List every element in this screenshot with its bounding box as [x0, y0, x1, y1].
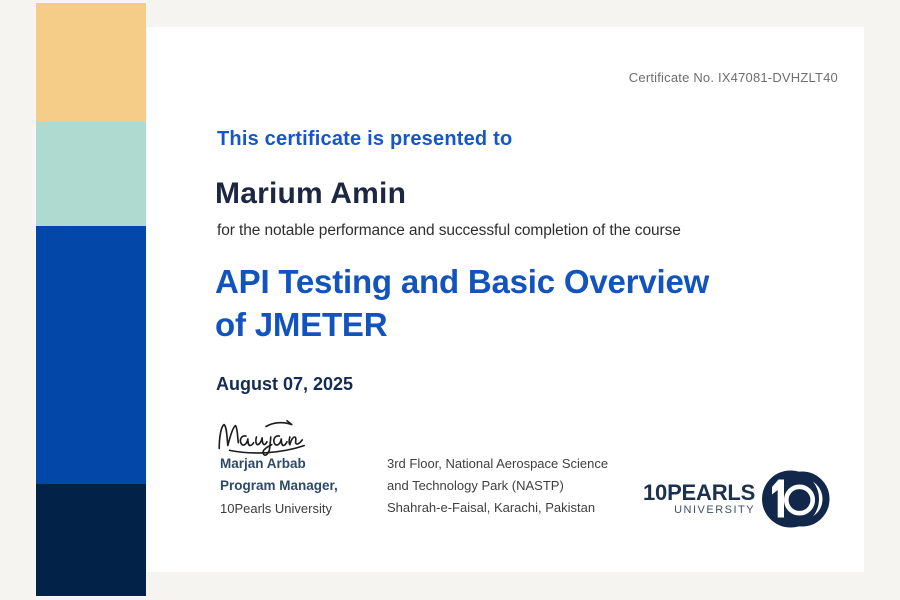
certificate-number: Certificate No. IX47081-DVHZLT40 [628, 70, 838, 85]
recipient-name: Marium Amin [215, 177, 407, 210]
signer-name: Marjan Arbab [220, 456, 306, 471]
address-line-2: and Technology Park (NASTP) [387, 478, 564, 493]
course-title [215, 260, 835, 346]
course-title-line-1: API Testing and Basic Overview [215, 263, 710, 300]
signer-block [220, 453, 338, 520]
course-title-line-2: of JMETER [215, 306, 388, 343]
signer-role: Program Manager, [220, 478, 338, 493]
address-line-3: Shahrah-e-Faisal, Karachi, Pakistan [387, 500, 596, 515]
logo-subtext: UNIVERSITY [674, 504, 756, 516]
signer-organization: 10Pearls University [220, 501, 332, 516]
ten-pearls-circle-icon [762, 469, 834, 529]
logo-wordmark: 10PEARLS [643, 480, 756, 505]
decor-bar [35, 2, 147, 597]
logo-text [643, 481, 755, 517]
issuer-address [387, 453, 608, 519]
certificate-card [147, 27, 864, 572]
signature-image [216, 416, 316, 458]
issue-date: August 07, 2025 [216, 374, 354, 394]
address-line-1: 3rd Floor, National Aerospace Science [387, 456, 609, 471]
course-description: for the notable performance and successful completion of the course [217, 222, 681, 239]
presented-to-label: This certificate is presented to [217, 128, 513, 150]
bar-segment-blue [36, 226, 146, 484]
bar-segment-orange [36, 3, 146, 122]
bar-segment-navy [36, 484, 146, 596]
bar-segment-teal [36, 122, 146, 226]
issuer-logo [643, 469, 834, 529]
